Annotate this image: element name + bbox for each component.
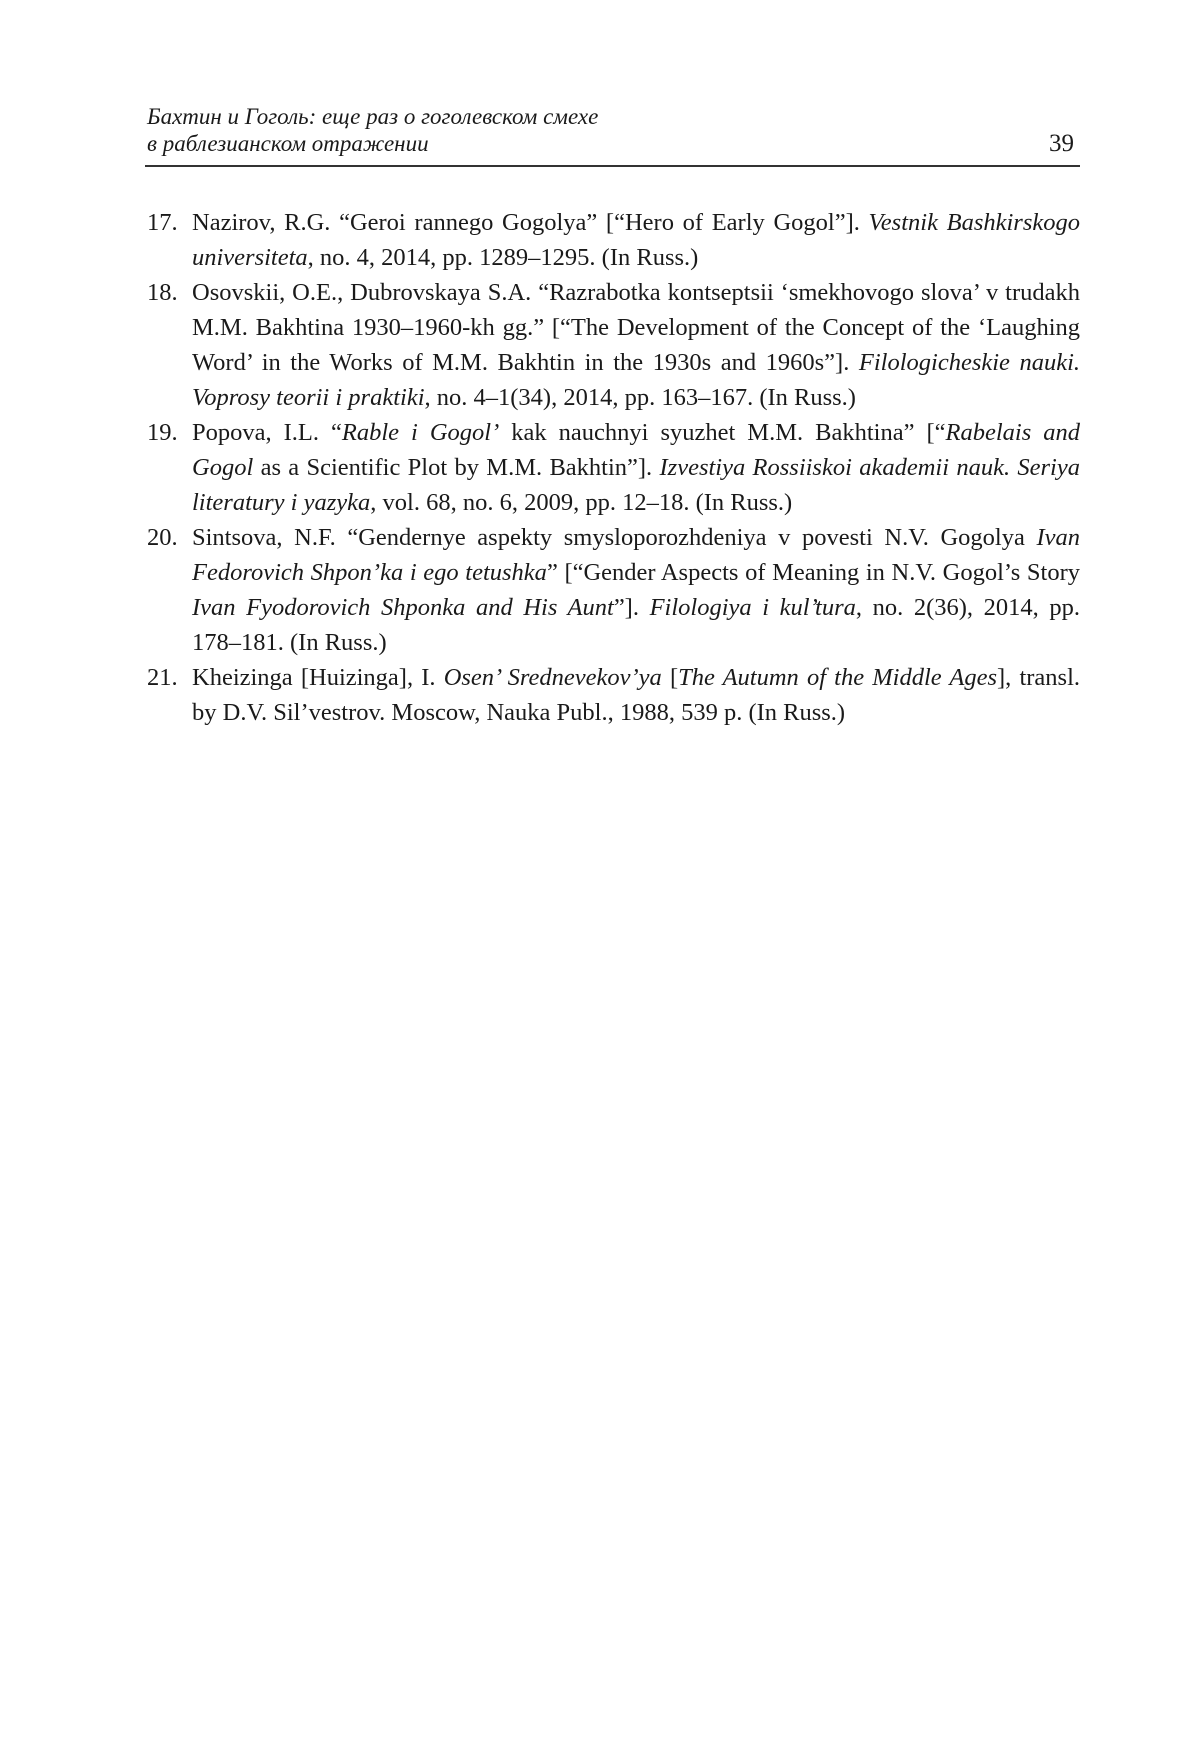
reference-item [145, 275, 1080, 415]
reference-segment: as a Scientific Plot by M.M. Bakhtin”]. [253, 454, 660, 481]
running-header [145, 103, 1080, 167]
reference-italic-segment: Rable i Gogol’ [341, 419, 500, 446]
reference-number: 21. [147, 664, 178, 691]
running-title-line-1: Бахтин и Гоголь: еще раз о гоголевском смехе [147, 104, 599, 129]
reference-italic-segment: Filologicheskie nauki. Voprosy teorii i praktiki [192, 349, 1080, 411]
reference-number: 17. [147, 209, 178, 236]
reference-italic-segment: Osen’ Srednevekov’ya [443, 664, 662, 691]
reference-number: 20. [147, 524, 178, 551]
reference-italic-segment: Rabelais and Gogol [192, 419, 1080, 481]
reference-segment: , vol. 68, no. 6, 2009, pp. 12–18. (In Russ.) [370, 489, 793, 516]
reference-item [145, 205, 1080, 275]
page-number: 39 [1049, 130, 1074, 157]
reference-italic-segment: Izvestiya Rossiiskoi akademii nauk. Seriya literatury i yazyka [192, 454, 1080, 516]
reference-italic-segment: Filologiya i kul’tura [649, 594, 856, 621]
reference-item [145, 415, 1080, 520]
reference-item [145, 520, 1080, 660]
reference-segment: ], transl. by D.V. Sil’vestrov. Moscow, Nauka Publ., 1988, 539 p. (In Russ.) [192, 664, 1080, 726]
reference-segment: ”]. [613, 594, 650, 621]
reference-text [192, 209, 1080, 271]
reference-text [192, 419, 1080, 516]
reference-text [192, 524, 1080, 656]
reference-number: 19. [147, 419, 178, 446]
reference-segment: , no. 4, 2014, pp. 1289–1295. (In Russ.) [307, 244, 699, 271]
reference-number: 18. [147, 279, 178, 306]
reference-item [145, 660, 1080, 730]
reference-segment: [ [661, 664, 679, 691]
running-title-line-2: в раблезианском отражении [147, 131, 429, 156]
reference-text [192, 279, 1080, 411]
reference-list [145, 205, 1080, 730]
reference-segment: Kheizinga [Huizinga], I. [192, 664, 444, 691]
reference-segment: Popova, I.L. “ [192, 419, 342, 446]
reference-segment: ” [“Gender Aspects of Meaning in N.V. Gogol’s Story [546, 559, 1080, 586]
running-title [147, 103, 598, 157]
reference-segment: , no. 4–1(34), 2014, pp. 163–167. (In Russ.) [424, 384, 856, 411]
reference-italic-segment: The Autumn of the Middle Ages [678, 664, 997, 691]
reference-italic-segment: Ivan Fedorovich Shpon’ka i ego tetushka [192, 524, 1080, 586]
reference-segment: , no. 2(36), 2014, pp. 178–181. (In Russ.) [192, 594, 1080, 656]
reference-text [192, 664, 1080, 726]
reference-segment: Nazirov, R.G. “Geroi rannego Gogolya” [“Hero of Early Gogol”]. [192, 209, 869, 236]
reference-segment: Sintsova, N.F. “Gendernye aspekty smysloporozhdeniya v povesti N.V. Gogolya [192, 524, 1037, 551]
reference-italic-segment: Vestnik Bashkirskogo universiteta [192, 209, 1080, 271]
reference-italic-segment: Ivan Fyodorovich Shponka and His Aunt [192, 594, 614, 621]
reference-segment: Osovskii, O.E., Dubrovskaya S.A. “Razrabotka kontseptsii ‘smekhovogo slova’ v trudakh M.M. Bakhtina 1930–1960-kh gg.” [“The Development of the Concept of the ‘Laughing Word’ in the Works of M.M. Bakhtin in the 1930s and 1960s”]. [192, 279, 1080, 376]
reference-segment: kak nauchnyi syuzhet M.M. Bakhtina” [“ [499, 419, 946, 446]
